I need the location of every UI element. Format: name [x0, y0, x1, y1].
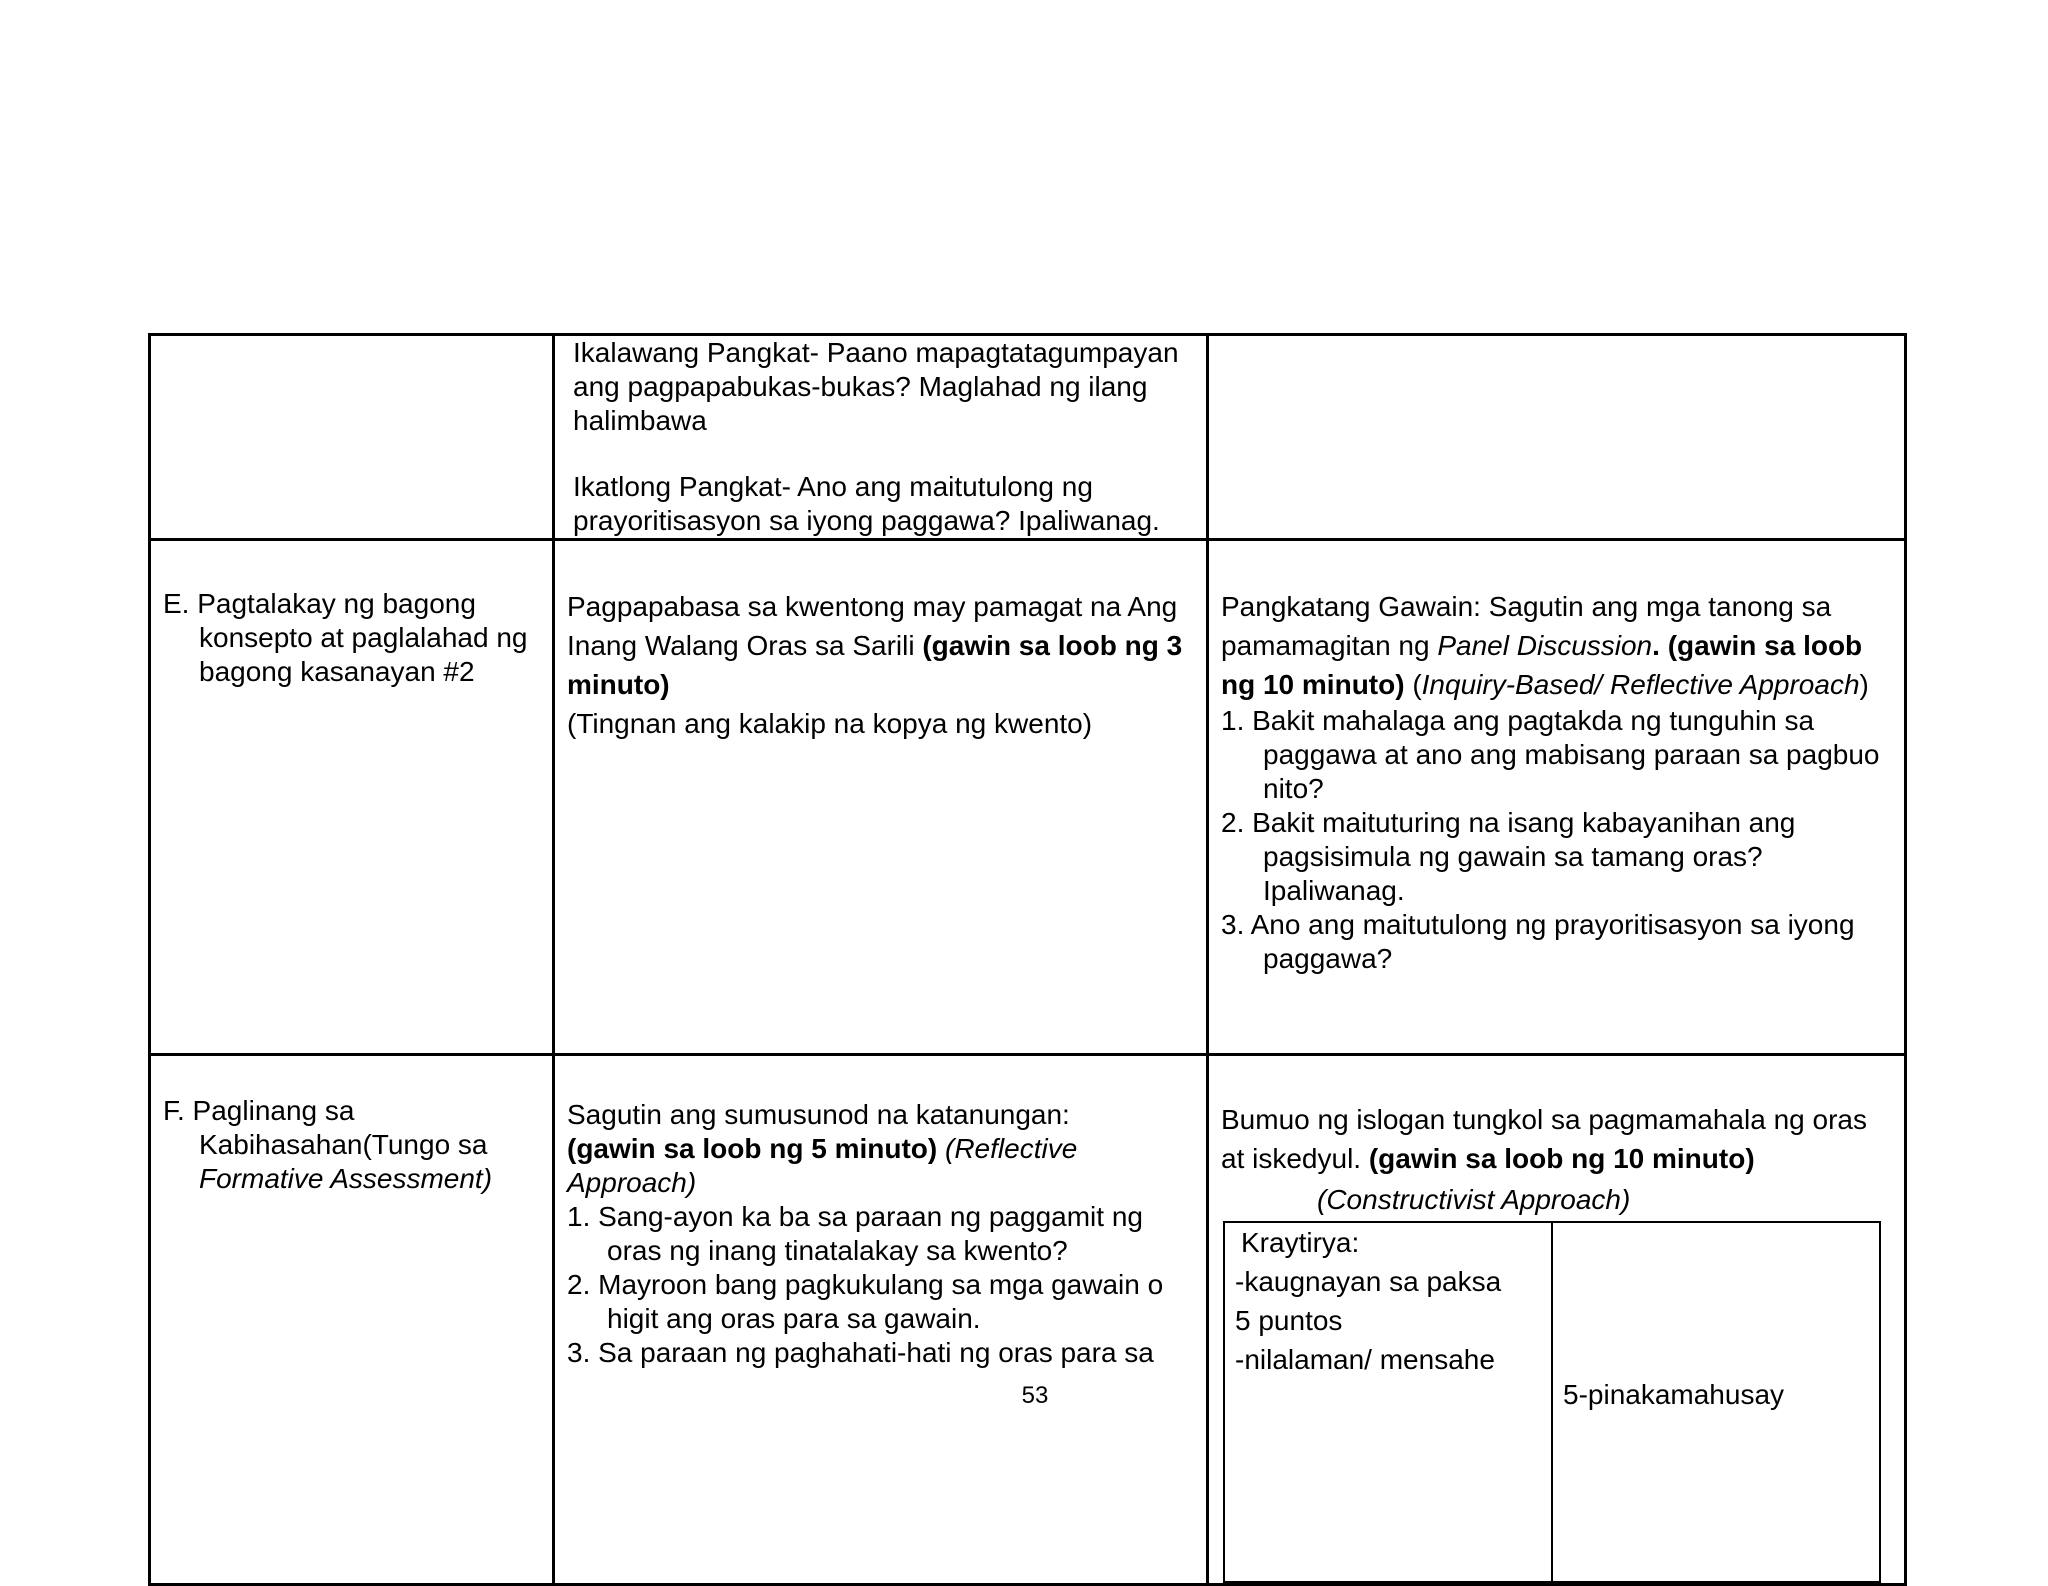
- row1-assessment-cell: [1208, 335, 1906, 540]
- criteria-title: Kraytirya:: [1241, 1227, 1360, 1258]
- row3-assessment-cell: [1208, 1055, 1906, 1585]
- table-row: [150, 540, 1906, 1055]
- list-item: 2. Bakit maituturing na isang kabayanihan ang pagsisimula ng gawain sa tamang oras? Ipaliwanag.: [1221, 807, 1796, 906]
- row3-label-cell: [150, 1055, 554, 1585]
- list-item: 2. Mayroon bang pagkukulang sa mga gawain o higit ang oras para sa gawain.: [567, 1269, 1164, 1334]
- criteria-item: -nilalaman/ mensahe: [1235, 1344, 1495, 1375]
- row1-activity-cell: [554, 335, 1208, 540]
- section-f-label: F. Paglinang sa Kabihasahan(Tungo sa Formative Assessment): [163, 1095, 493, 1194]
- group2-question: Ikalawang Pangkat- Paano mapagtatagumpayan ang pagpapabukas-bukas? Maglahad ng ilang halimbawa: [573, 337, 1179, 436]
- list-item: 3. Ano ang maitutulong ng prayoritisasyon sa iyong paggawa?: [1221, 909, 1855, 974]
- questions-intro: Sagutin ang sumusunod na katanungan:: [567, 1099, 1070, 1130]
- criteria-item: 5 puntos: [1235, 1305, 1343, 1336]
- reading-note: (Tingnan ang kalakip na kopya ng kwento): [567, 708, 1093, 739]
- row2-label-cell: [150, 540, 554, 1055]
- section-e-label: E. Pagtalakay ng bagong konsepto at paglalahad ng bagong kasanayan #2: [163, 588, 528, 687]
- criteria-item: -kaugnayan sa paksa: [1235, 1266, 1502, 1297]
- row2-assessment-cell: [1208, 540, 1906, 1055]
- list-item: 3. Sa paraan ng paghahati-hati ng oras para sa: [567, 1337, 1154, 1368]
- reading-instruction: Pagpapabasa sa kwentong may pamagat na Ang Inang Walang Oras sa Sarili (gawin sa loob ng 3 minuto): [567, 591, 1183, 700]
- slogan-approach: (Constructivist Approach): [1317, 1184, 1631, 1215]
- questions-time: (gawin sa loob ng 5 minuto) (Reflective Approach): [567, 1133, 1078, 1198]
- row2-activity-cell: [554, 540, 1208, 1055]
- table-row: [150, 335, 1906, 540]
- rubric-score-cell: 5-pinakamahusay: [1552, 1222, 1880, 1582]
- group-activity-instruction: Pangkatang Gawain: Sagutin ang mga tanong sa pamamagitan ng Panel Discussion. (gawin sa loob ng 10 minuto) (Inquiry-Based/ Reflective Approach): [1221, 591, 1869, 700]
- list-item: 1. Bakit mahalaga ang pagtakda ng tunguhin sa paggawa at ano ang mabisang paraan sa pagbuo nito?: [1221, 705, 1880, 804]
- table-row: [150, 1055, 1906, 1585]
- row3-activity-cell: [554, 1055, 1208, 1585]
- slogan-instruction: Bumuo ng islogan tungkol sa pagmamahala ng oras at iskedyul. (gawin sa loob ng 10 minuto): [1221, 1104, 1867, 1174]
- list-item: 1. Sang-ayon ka ba sa paraan ng paggamit ng oras ng inang tinatalakay sa kwento?: [567, 1201, 1143, 1266]
- row1-label-cell: [150, 335, 554, 540]
- group3-question: Ikatlong Pangkat- Ano ang maitutulong ng prayoritisasyon sa iyong paggawa? Ipaliwanag.: [573, 471, 1160, 536]
- page-number: 53: [1021, 1382, 1049, 1409]
